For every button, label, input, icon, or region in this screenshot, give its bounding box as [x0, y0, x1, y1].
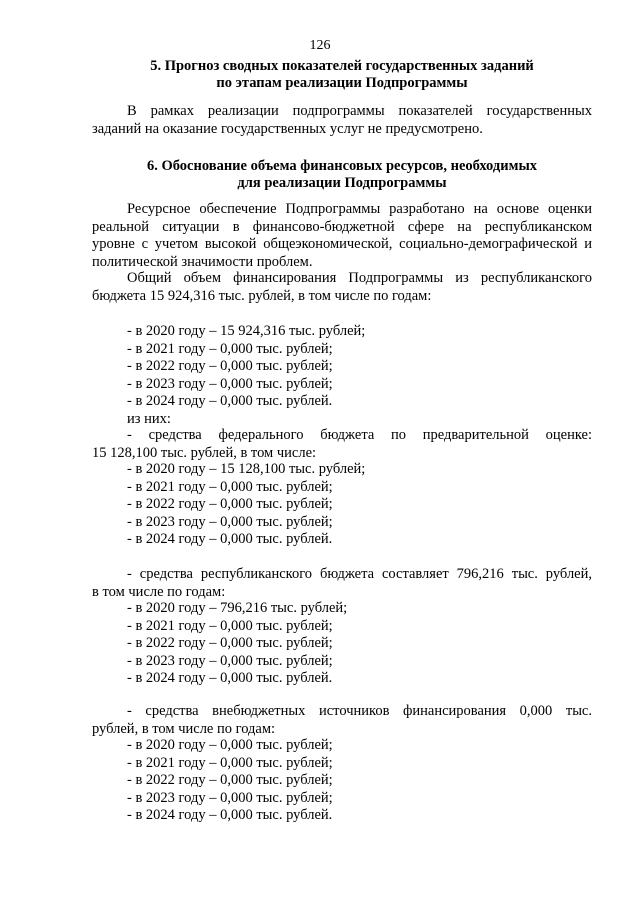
- list-item: - в 2023 году – 0,000 тыс. рублей;: [127, 375, 333, 392]
- section-6-heading: [92, 158, 592, 192]
- federal-budget-paragraph: [92, 427, 592, 462]
- list-item: - в 2023 году – 0,000 тыс. рублей;: [127, 513, 333, 530]
- section-5-title-line-1: 5. Прогноз сводных показателей государственных заданий: [150, 58, 534, 74]
- section-6-paragraph-2: [92, 270, 592, 305]
- list-item: - в 2022 году – 0,000 тыс. рублей;: [127, 635, 333, 652]
- of-which-label: из них:: [127, 410, 171, 427]
- section-6-paragraph-1: [92, 201, 592, 271]
- list-item: - в 2020 году – 15 924,316 тыс. рублей;: [127, 323, 366, 339]
- list-item: - в 2021 году – 0,000 тыс. рублей;: [127, 340, 333, 357]
- paragraph-line: в том числе по годам:: [92, 583, 226, 600]
- list-item: - в 2024 году – 0,000 тыс. рублей.: [127, 393, 333, 410]
- paragraph-line: политической значимости проблем.: [92, 253, 313, 270]
- paragraph-line: 15 128,100 тыс. рублей, в том числе:: [92, 444, 317, 461]
- section-5-paragraph: [92, 103, 592, 138]
- section-5-heading: [92, 58, 592, 92]
- list-item: - в 2024 году – 0,000 тыс. рублей.: [127, 807, 333, 824]
- list-item: - в 2023 году – 0,000 тыс. рублей;: [127, 789, 333, 806]
- offbudget-paragraph: [92, 703, 592, 738]
- paragraph-line: рублей, в том числе по годам:: [92, 720, 276, 737]
- list-item: - в 2022 году – 0,000 тыс. рублей;: [127, 358, 333, 375]
- list-item: - в 2020 году – 0,000 тыс. рублей;: [127, 737, 333, 753]
- republic-by-year-list: [127, 600, 347, 688]
- list-item: - в 2021 году – 0,000 тыс. рублей;: [127, 754, 333, 771]
- list-item: - в 2023 году – 0,000 тыс. рублей;: [127, 652, 333, 669]
- paragraph-line: Ресурсное обеспечение Подпрограммы разработано на основе оценки: [127, 201, 592, 217]
- list-item: - в 2024 году – 0,000 тыс. рублей.: [127, 670, 333, 687]
- list-item: - в 2022 году – 0,000 тыс. рублей;: [127, 772, 333, 789]
- paragraph-line: уровне с учетом высокой общеэкономической, социально-демографической и: [92, 236, 592, 252]
- paragraph-line: реальной ситуации в финансово-бюджетной сфере на республиканском: [92, 218, 592, 235]
- paragraph-line: заданий на оказание государственных услуг не предусмотрено.: [92, 120, 483, 137]
- total-by-year-list: [127, 323, 365, 429]
- list-item: - в 2024 году – 0,000 тыс. рублей.: [127, 531, 333, 548]
- paragraph-line: бюджета 15 924,316 тыс. рублей, в том числе по годам:: [92, 287, 432, 304]
- list-item: - в 2022 году – 0,000 тыс. рублей;: [127, 496, 333, 513]
- list-item: - в 2021 году – 0,000 тыс. рублей;: [127, 478, 333, 495]
- list-item: - в 2021 году – 0,000 тыс. рублей;: [127, 617, 333, 634]
- paragraph-line: - средства федерального бюджета по предварительной оценке:: [127, 427, 592, 443]
- section-6-title-line-2: для реализации Подпрограммы: [237, 175, 447, 191]
- offbudget-by-year-list: [127, 737, 333, 825]
- paragraph-line: - средства внебюджетных источников финансирования 0,000 тыс.: [127, 703, 592, 719]
- paragraph-line: - средства республиканского бюджета составляет 796,216 тыс. рублей,: [127, 566, 592, 582]
- list-item: - в 2020 году – 15 128,100 тыс. рублей;: [127, 461, 366, 477]
- federal-by-year-list: [127, 461, 365, 549]
- section-5-title-line-2: по этапам реализации Подпрограммы: [216, 75, 468, 91]
- paragraph-line: Общий объем финансирования Подпрограммы из республиканского: [127, 270, 592, 286]
- paragraph-line: В рамках реализации подпрограммы показателей государственных: [127, 103, 592, 119]
- page-number: 126: [309, 38, 331, 53]
- section-6-title-line-1: 6. Обоснование объема финансовых ресурсов, необходимых: [146, 158, 538, 174]
- list-item: - в 2020 году – 796,216 тыс. рублей;: [127, 600, 348, 616]
- republic-budget-paragraph: [92, 566, 592, 601]
